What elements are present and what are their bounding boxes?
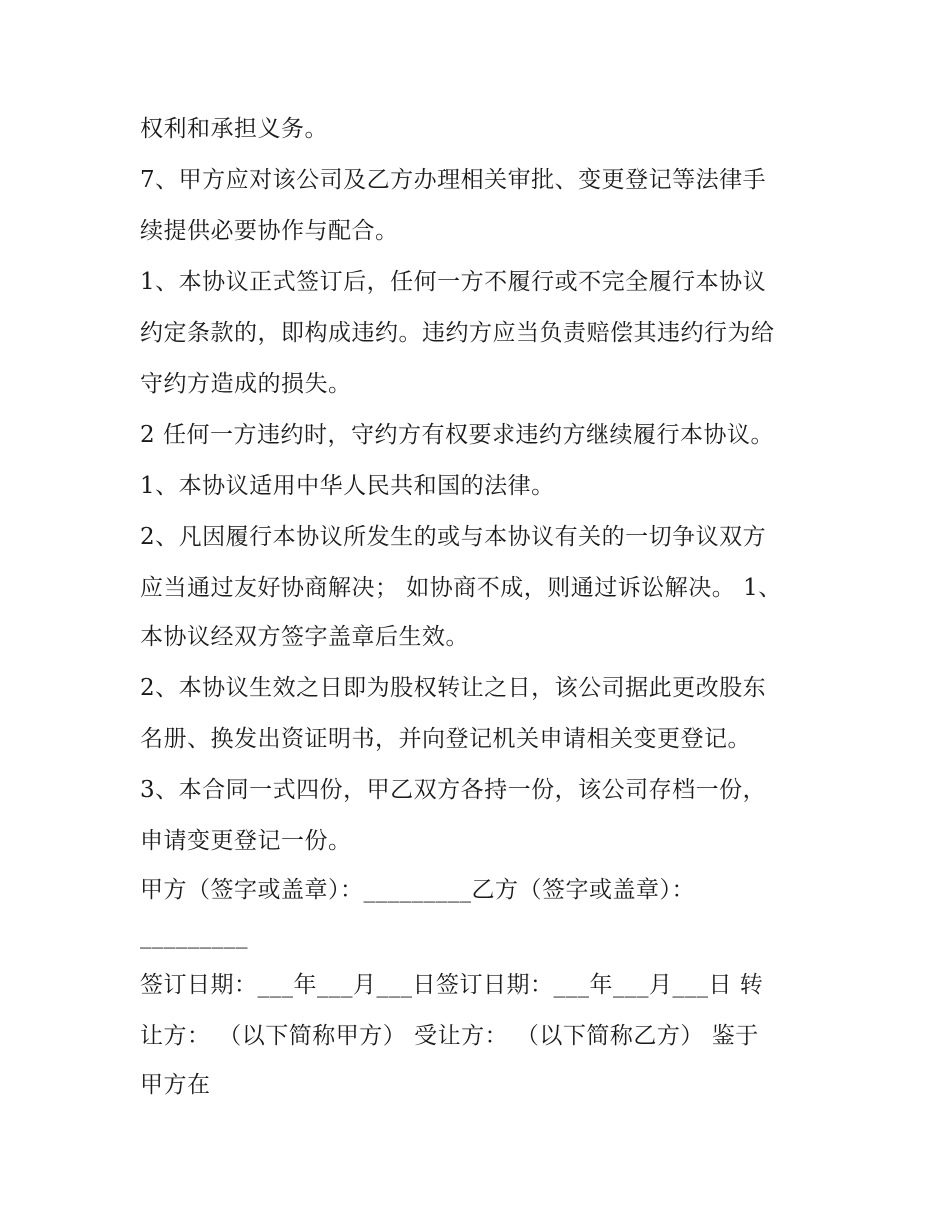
text-line: 守约方造成的损失。	[140, 371, 352, 397]
text-line: 7、甲方应对该公司及乙方办理相关审批、变更登记等法律手	[140, 167, 767, 193]
text-line: 2 任何一方违约时，守约方有权要求违约方继续履行本协议。	[140, 422, 774, 448]
text-line: 权利和承担义务。	[140, 116, 328, 142]
text-line: 3、本合同一式四份，甲乙双方各持一份，该公司存档一份，	[140, 777, 767, 803]
text-line: 本协议经双方签字盖章后生效。	[140, 624, 469, 650]
text-line: 应当通过友好协商解决； 如协商不成，则通过诉讼解决。 1、	[140, 575, 782, 601]
text-line: 名册、换发出资证明书，并向登记机关申请相关变更登记。	[140, 726, 751, 752]
text-line: 续提供必要协作与配合。	[140, 218, 399, 244]
text-line: 1、本协议适用中华人民共和国的法律。	[140, 473, 555, 499]
text-line: 约定条款的，即构成违约。违约方应当负责赔偿其违约行为给	[140, 320, 775, 346]
text-line: _________	[140, 923, 248, 949]
text-line: 让方： （以下简称甲方） 受让方： （以下简称乙方） 鉴于	[140, 1023, 759, 1049]
text-line: 2、本协议生效之日即为股权转让之日，该公司据此更改股东	[140, 675, 767, 701]
text-line: 申请变更登记一份。	[140, 828, 352, 854]
text-line: 签订日期：___年___月___日签订日期：___年___月___日 转	[140, 972, 764, 998]
text-line: 2、凡因履行本协议所发生的或与本协议有关的一切争议双方	[140, 524, 767, 550]
text-line: 1、本协议正式签订后，任何一方不履行或不完全履行本协议	[140, 269, 767, 295]
text-line: 甲方在	[140, 1072, 211, 1098]
text-line: 甲方（签字或盖章）：_________乙方（签字或盖章）：	[140, 877, 695, 903]
